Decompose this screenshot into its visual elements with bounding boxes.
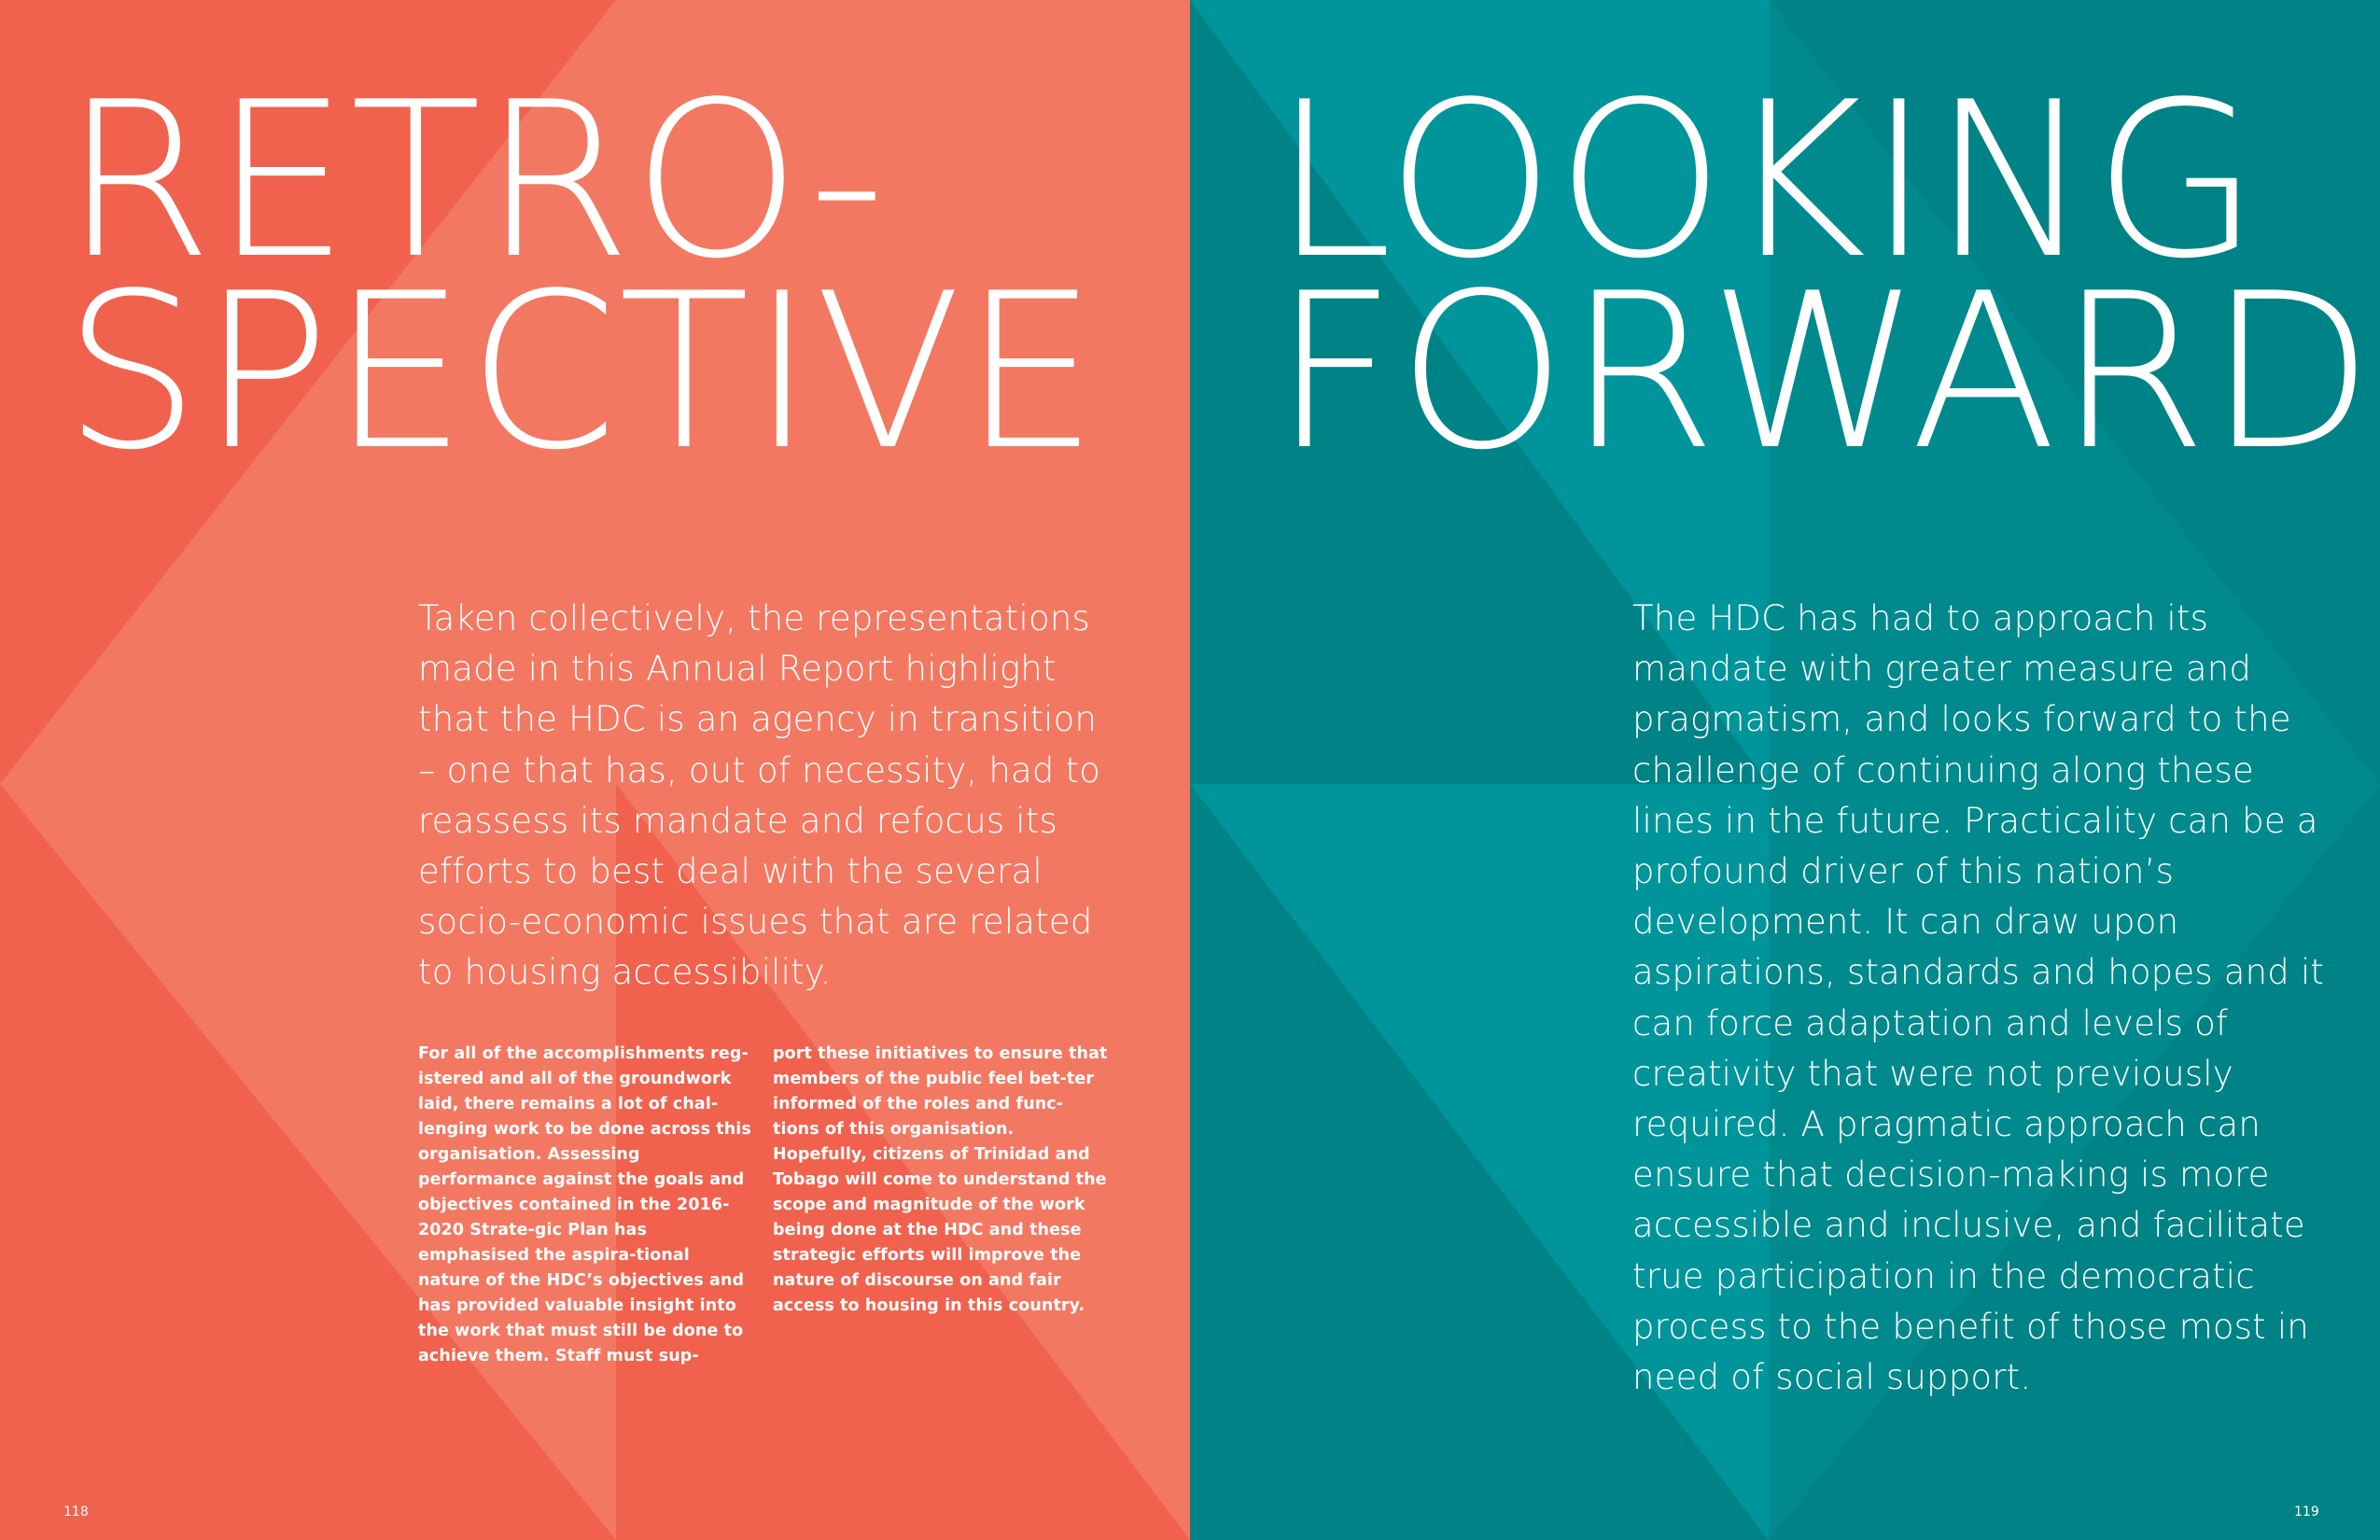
body-column-2: port these initiatives to ensure that members of the public feel bet-ter informed of the roles and func-tions of this organisation. Hopefully, citizens of Trinidad and Tobago will come to understand the scope and magnitude of the work being done at the HDC and these strategic efforts will improve the nature of discourse on and fair access to housing in this country. bbox=[773, 1044, 1108, 1315]
headline-line-1: RETRO- bbox=[63, 57, 887, 306]
page-title-looking-forward bbox=[1273, 57, 2374, 497]
headline-line-2: FORWARD bbox=[1273, 248, 2374, 497]
lead-paragraph: Taken collectively, the representations made in this Annual Report highlight that the HDC is an agency in transition – one that has, out of necessity, had to reassess its mandate and refocus its efforts to best deal with the several socio-economic issues that are related to housing accessibility. bbox=[418, 598, 1101, 993]
lead-paragraph: The HDC has had to approach its mandate with greater measure and pragmatism, and looks forward to the challenge of continuing along these lines in the future. Practicality can be a profound driver of this nation’s development. It can draw upon aspirations, standards and hopes and it can force adaptation and levels of creativity that were not previously required. A pragmatic approach can ensure that decision-making is more accessible and inclusive, and facilitate true participation in the democratic process to the benefit of those most in need of social support. bbox=[1632, 598, 2325, 1398]
headline-line-2: SPECTIVE bbox=[63, 248, 1099, 497]
right-page bbox=[1190, 0, 2380, 1540]
headline-line-1: LOOKING bbox=[1273, 57, 2261, 306]
page-number: 119 bbox=[2294, 1505, 2319, 1519]
page-number: 118 bbox=[63, 1505, 89, 1519]
page-title-retrospective bbox=[63, 57, 1099, 497]
body-column-1: For all of the accomplishments reg-istered and all of the groundwork laid, there remains a lot of chal-lenging work to be done across this organisation. Assessing performance against the goals and objectives contained in the 2016-2020 Strate-gic Plan has emphasised the aspira-tional nature of the HDC’s objectives and has provided valuable insight into the work that must still be done to achieve them. Staff must sup- bbox=[418, 1044, 751, 1365]
